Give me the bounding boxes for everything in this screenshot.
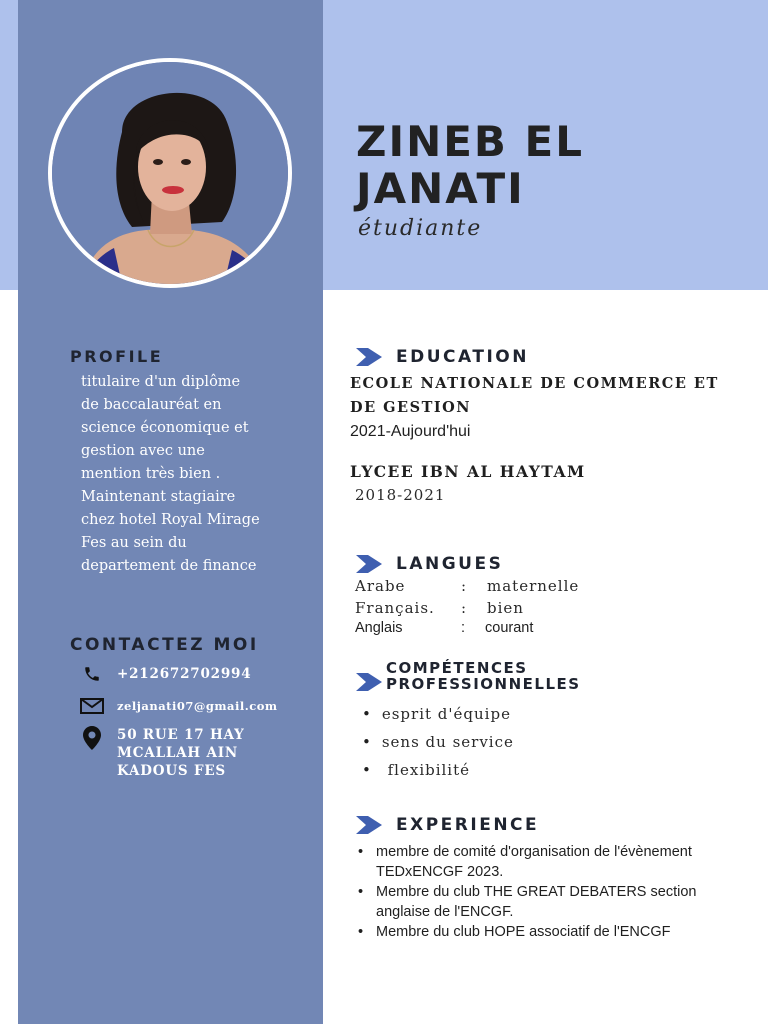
education-heading-label: EDUCATION (396, 347, 529, 367)
language-row (355, 620, 533, 636)
skills-heading (356, 660, 581, 692)
profile-heading: PROFILE (70, 347, 164, 366)
language-name: Français. (355, 599, 435, 617)
name-line-2: JANATI (356, 164, 525, 213)
school-1-dates: 2021-Aujourd'hui (350, 423, 471, 440)
school-1-line: DE GESTION (350, 399, 472, 416)
skill-item: • sens du service (362, 730, 514, 758)
language-level: courant (485, 620, 534, 636)
language-separator: : (461, 577, 468, 595)
profile-photo-image (52, 62, 288, 284)
profile-line: Fes au sein du (81, 535, 187, 551)
languages-heading-label: LANGUES (396, 554, 504, 574)
experience-item: • Membre du club HOPE associatif de l'ENCGF (358, 922, 750, 942)
education-heading (356, 347, 529, 367)
experience-heading-label: EXPERIENCE (396, 815, 540, 835)
chevron-arrow-icon (356, 816, 382, 834)
contact-email (80, 696, 278, 716)
email-address[interactable]: zeljanati07@gmail.com (117, 699, 278, 713)
language-name: Arabe (355, 577, 406, 595)
postal-address (117, 726, 245, 780)
skills-list (362, 702, 514, 786)
skills-heading-line: PROFESSIONNELLES (386, 675, 581, 693)
profile-summary (81, 371, 291, 578)
language-level: bien (487, 599, 524, 617)
profile-line: mention très bien . (81, 466, 221, 482)
phone-icon (80, 664, 104, 684)
address-line: KADOUS FES (117, 763, 226, 779)
full-name (356, 118, 584, 212)
experience-item: • Membre du club THE GREAT DEBATERS section anglaise de l'ENCGF. (358, 882, 750, 922)
job-title: étudiante (358, 216, 483, 241)
school-2-name: LYCEE IBN AL HAYTAM (350, 462, 586, 481)
skills-heading-line: COMPÉTENCES (386, 659, 528, 677)
languages-heading (356, 554, 503, 574)
map-pin-icon (80, 726, 104, 750)
school-2-dates: 2018-2021 (355, 486, 446, 504)
envelope-icon (80, 696, 104, 716)
school-1-name (350, 372, 719, 420)
chevron-arrow-icon (356, 348, 382, 366)
profile-line: de baccalauréat en (81, 397, 222, 413)
profile-line: chez hotel Royal Mirage (81, 512, 260, 528)
phone-number[interactable]: +212672702994 (117, 666, 252, 682)
address-line: MCALLAH AIN (117, 745, 239, 761)
contact-heading: CONTACTEZ MOI (70, 635, 259, 655)
name-line-1: ZINEB EL (356, 117, 585, 166)
profile-line: science économique et (81, 420, 249, 436)
language-name: Anglais (355, 620, 403, 636)
contact-phone (80, 664, 251, 684)
address-line: 50 RUE 17 HAY (117, 727, 245, 743)
experience-item: • membre de comité d'organisation de l'évènement TEDxENCGF 2023. (358, 842, 750, 882)
language-row (355, 577, 579, 595)
skills-heading-label (386, 660, 581, 692)
profile-photo (48, 58, 292, 288)
experience-heading (356, 815, 539, 835)
language-row (355, 599, 524, 617)
language-level: maternelle (487, 577, 580, 595)
profile-line: Maintenant stagiaire (81, 489, 236, 505)
chevron-arrow-icon (356, 673, 382, 691)
school-1-line: ECOLE NATIONALE DE COMMERCE ET (350, 375, 719, 392)
profile-line: departement de finance (81, 558, 257, 574)
experience-list (358, 842, 750, 942)
language-separator: : (461, 620, 466, 636)
skill-item: • flexibilité (362, 758, 514, 786)
skill-item: • esprit d'équipe (362, 702, 514, 730)
profile-line: titulaire d'un diplôme (81, 374, 241, 390)
chevron-arrow-icon (356, 555, 382, 573)
contact-address (80, 726, 245, 780)
language-separator: : (461, 599, 468, 617)
profile-line: gestion avec une (81, 443, 205, 459)
